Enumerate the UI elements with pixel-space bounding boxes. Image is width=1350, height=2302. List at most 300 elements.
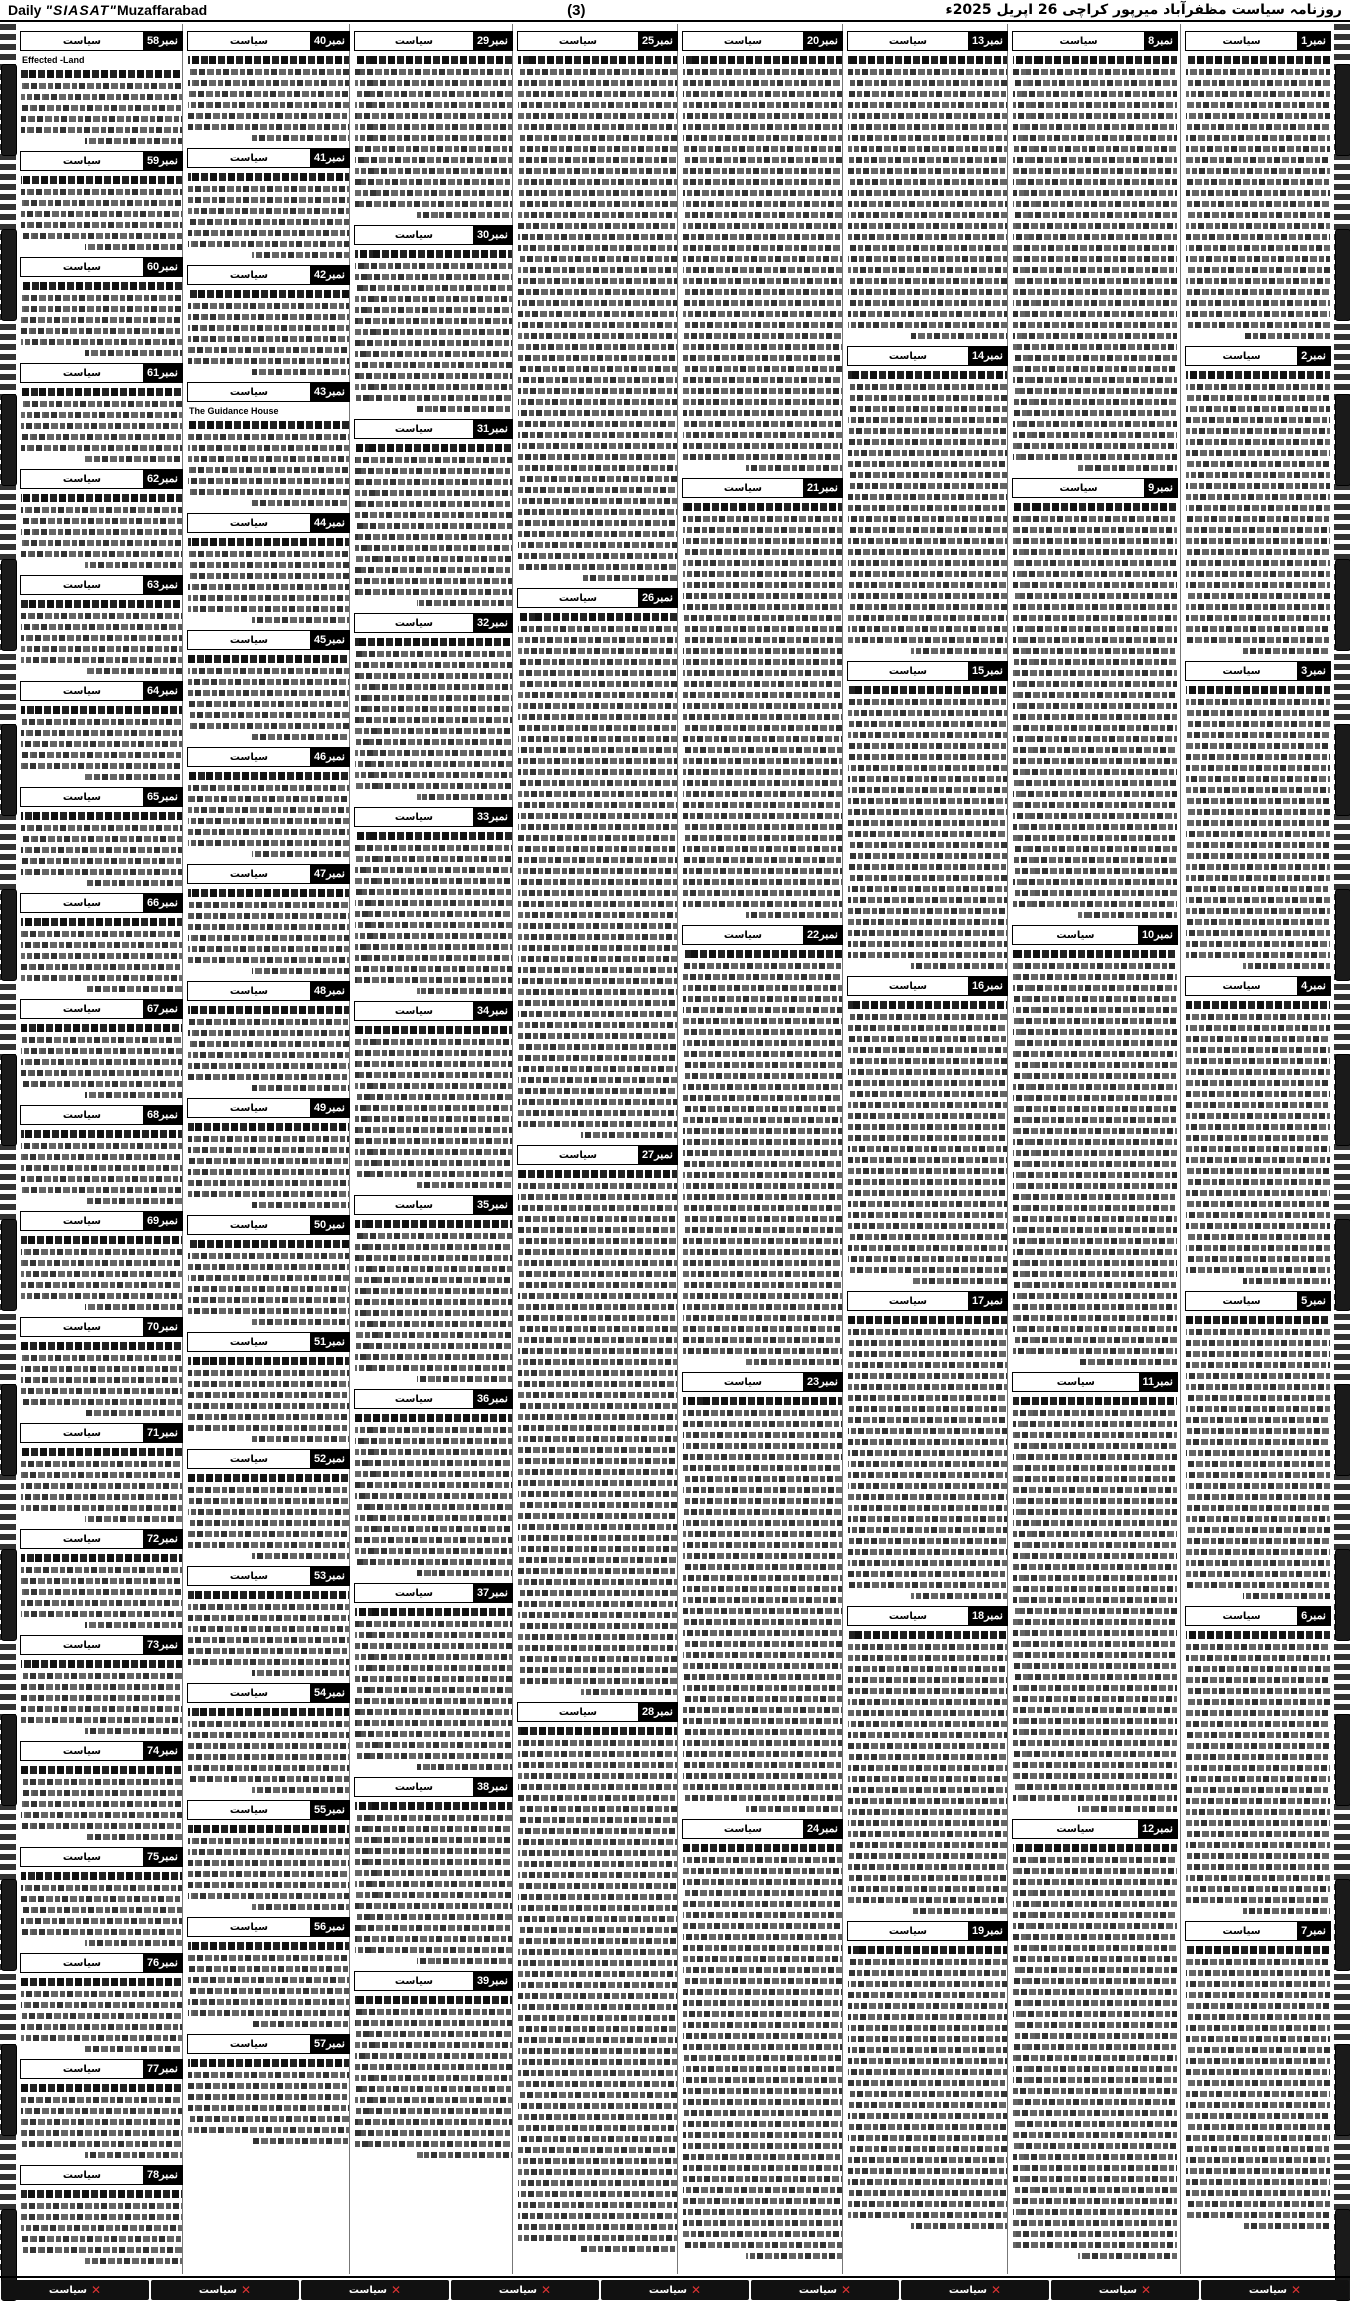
section-number: نمبر7 [1297, 1922, 1330, 1940]
text-line [518, 498, 677, 504]
text-line [911, 2223, 1007, 2229]
text-line [1013, 1007, 1177, 1013]
section-header [20, 1529, 183, 1549]
text-line [355, 589, 512, 595]
text-line [21, 600, 182, 608]
text-line [1013, 1520, 1177, 1526]
text-line [1186, 289, 1330, 295]
text-line [355, 1559, 512, 1565]
text-line [355, 1072, 512, 1078]
text-line [355, 1676, 512, 1682]
text-line [518, 56, 677, 64]
text-line [848, 371, 1007, 379]
text-line [188, 1604, 349, 1610]
text-line [683, 1476, 842, 1482]
text-line [1186, 322, 1330, 328]
rail-ornament [1, 1219, 17, 1311]
text-line [848, 450, 1007, 456]
text-line [1013, 2099, 1177, 2105]
text-line [683, 846, 842, 852]
section-number: نمبر50 [310, 1216, 349, 1234]
text-line [1013, 1029, 1177, 1035]
text-line [518, 714, 677, 720]
text-line [518, 179, 677, 185]
text-line [355, 296, 512, 302]
text-line [518, 267, 677, 273]
text-line [1013, 2187, 1177, 2193]
text-line [683, 1912, 842, 1918]
section-number: نمبر11 [1139, 1373, 1177, 1391]
text-line [355, 567, 512, 573]
section-header [187, 2034, 350, 2054]
text-line [1186, 2190, 1330, 2196]
text-line [1013, 516, 1177, 522]
section-header [187, 1215, 350, 1235]
text-line [1013, 1348, 1177, 1354]
text-line [355, 556, 512, 562]
text-line [518, 487, 677, 493]
text-line [1013, 2033, 1177, 2039]
text-line [355, 706, 512, 712]
text-line [188, 957, 349, 963]
text-line [848, 908, 1007, 914]
text-line [188, 690, 349, 696]
text-line [848, 1080, 1007, 1086]
text-line [848, 157, 1007, 163]
text-line [683, 1216, 842, 1222]
text-line [848, 1245, 1007, 1251]
text-line [1013, 1084, 1177, 1090]
text-line [1186, 179, 1330, 185]
text-line [188, 796, 349, 802]
text-line [355, 1321, 512, 1327]
text-line [188, 573, 349, 579]
text-line [1013, 1282, 1177, 1288]
text-line [518, 637, 677, 643]
text-line [848, 56, 1007, 64]
text-line [848, 1036, 1007, 1042]
text-line [85, 456, 182, 462]
text-line [1013, 1073, 1177, 1079]
text-line [1186, 1582, 1330, 1588]
text-line [1013, 824, 1177, 830]
text-line [1013, 1619, 1177, 1625]
newspaper-body [0, 24, 1350, 2274]
text-line [355, 977, 512, 983]
text-line [1186, 1631, 1330, 1639]
text-line [1013, 813, 1177, 819]
text-line [21, 1282, 182, 1288]
text-line [355, 717, 512, 723]
text-line [683, 399, 842, 405]
section-number: نمبر30 [473, 226, 512, 244]
section-header [187, 513, 350, 533]
text-line [21, 2108, 182, 2114]
text-line [85, 1834, 182, 1840]
section-header [20, 1211, 183, 1231]
text-line [683, 1586, 842, 1592]
section-logo: سیاست [1222, 35, 1261, 47]
text-line [518, 1022, 677, 1028]
text-line [518, 1579, 677, 1585]
section-header [517, 588, 678, 608]
text-line [355, 157, 512, 163]
text-line [21, 2013, 182, 2019]
text-line [21, 730, 182, 736]
section-header [20, 257, 183, 277]
text-line [21, 518, 182, 524]
text-line [848, 897, 1007, 903]
section-header [20, 2165, 183, 2185]
text-line [518, 2092, 677, 2098]
text-line [417, 1376, 512, 1382]
text-line [518, 1762, 677, 1768]
text-line [1013, 1608, 1177, 1614]
text-line [21, 1801, 182, 1807]
text-line [683, 245, 842, 251]
text-line [21, 1766, 182, 1774]
text-line [355, 1365, 512, 1371]
text-line [1013, 1410, 1177, 1416]
text-line [848, 549, 1007, 555]
text-line [848, 1538, 1007, 1544]
section-header [187, 1098, 350, 1118]
text-line [683, 388, 842, 394]
text-line [1013, 2110, 1177, 2116]
text-line [21, 494, 182, 502]
text-line [848, 1439, 1007, 1445]
text-line [1186, 1897, 1330, 1903]
text-line [518, 333, 677, 339]
text-line [85, 1622, 182, 1628]
text-line [518, 736, 677, 742]
text-line [1013, 1172, 1177, 1178]
section-logo: سیاست [888, 1295, 928, 1307]
text-line [355, 1515, 512, 1521]
section-logo: سیاست [888, 665, 928, 677]
text-line [1186, 1047, 1330, 1053]
text-line [21, 1918, 182, 1924]
text-line [683, 950, 842, 958]
text-line [1013, 2077, 1177, 2083]
text-line [1186, 1853, 1330, 1859]
text-line [1013, 1795, 1177, 1801]
text-line [683, 813, 842, 819]
text-line [188, 1498, 349, 1504]
text-line [683, 267, 842, 273]
section-number: نمبر20 [803, 32, 842, 50]
text-line [1013, 1443, 1177, 1449]
text-line [355, 1233, 512, 1239]
text-line [1186, 604, 1330, 610]
section-logo: سیاست [888, 980, 928, 992]
text-line [21, 507, 182, 513]
text-line [848, 1853, 1007, 1859]
text-line [21, 1377, 182, 1383]
section-number: نمبر65 [143, 788, 182, 806]
text-line [683, 1890, 842, 1896]
text-line [1013, 278, 1177, 284]
text-line [683, 1696, 842, 1702]
text-line [1186, 699, 1330, 705]
text-line [683, 344, 842, 350]
text-line [1013, 146, 1177, 152]
text-line [252, 2138, 349, 2144]
text-line [21, 1611, 182, 1617]
section-header [517, 1145, 678, 1165]
text-line [188, 840, 349, 846]
text-line [848, 765, 1007, 771]
text-line [848, 1351, 1007, 1357]
text-line [188, 584, 349, 590]
text-line [1013, 1476, 1177, 1482]
text-line [21, 540, 182, 546]
text-line [683, 2033, 842, 2039]
text-line [1013, 267, 1177, 273]
text-line [1013, 2176, 1177, 2182]
text-line [1078, 912, 1177, 918]
text-line [1013, 1641, 1177, 1647]
text-line [21, 1660, 182, 1668]
text-line [683, 626, 842, 632]
text-line [848, 1025, 1007, 1031]
text-line [518, 2004, 677, 2010]
text-line [1186, 1146, 1330, 1152]
text-line [21, 127, 182, 133]
text-line [1013, 692, 1177, 698]
text-line [252, 135, 349, 141]
text-line [518, 1535, 677, 1541]
text-line [1186, 765, 1330, 771]
section-logo: سیاست [558, 592, 598, 604]
section-logo: سیاست [229, 1804, 269, 1816]
text-line [683, 1271, 842, 1277]
text-line [848, 1190, 1007, 1196]
text-line [1186, 1842, 1330, 1848]
text-line [188, 913, 349, 919]
text-line [518, 1502, 677, 1508]
text-line [1186, 146, 1330, 152]
section-number: نمبر28 [638, 1703, 677, 1721]
text-line [188, 1871, 349, 1877]
text-line [518, 1927, 677, 1933]
text-line [1186, 1886, 1330, 1892]
text-line [518, 454, 677, 460]
text-line [848, 1406, 1007, 1412]
text-line [21, 2097, 182, 2103]
section-header [20, 1847, 183, 1867]
text-line [683, 223, 842, 229]
text-line [1186, 1157, 1330, 1163]
text-line [355, 728, 512, 734]
text-line [188, 829, 349, 835]
text-line [1186, 2014, 1330, 2020]
rail-ornament [1335, 1054, 1350, 1146]
text-line [746, 465, 842, 471]
text-line [188, 2094, 349, 2100]
text-line [746, 912, 842, 918]
masthead-urdu-title: روزنامہ سیاست مظفرآباد میرپور کراچی 26 اپریل 2025ء [945, 2, 1342, 18]
text-line [21, 1554, 182, 1562]
text-line [848, 2003, 1007, 2009]
text-line [683, 503, 842, 511]
text-line [188, 1615, 349, 1621]
text-line [683, 1062, 842, 1068]
text-line [848, 2091, 1007, 2097]
text-line [188, 1838, 349, 1844]
section-logo: سیاست [723, 482, 763, 494]
text-line [355, 911, 512, 917]
text-line [85, 1940, 182, 1946]
text-line [1013, 1051, 1177, 1057]
text-line [188, 1158, 349, 1164]
text-line [1013, 538, 1177, 544]
text-line [1186, 930, 1330, 936]
text-line [518, 1227, 677, 1233]
text-line [1186, 384, 1330, 390]
text-line [355, 1171, 512, 1177]
text-line [21, 1978, 182, 1986]
text-line [1186, 1527, 1330, 1533]
text-line [252, 1904, 349, 1910]
text-line [518, 2114, 677, 2120]
col-8 [18, 24, 185, 2274]
section-number: نمبر38 [473, 1778, 512, 1796]
section-number: نمبر75 [143, 1848, 182, 1866]
text-line [848, 1754, 1007, 1760]
text-line [518, 1546, 677, 1552]
star-ornament-icon: ✕ [991, 2283, 1002, 2297]
text-line [1013, 615, 1177, 621]
text-line [1186, 2113, 1330, 2119]
text-line [683, 2110, 842, 2116]
text-line [1013, 366, 1177, 372]
text-line [518, 1033, 677, 1039]
text-line [683, 593, 842, 599]
text-line [1013, 443, 1177, 449]
text-line [1013, 549, 1177, 555]
text-line [188, 303, 349, 309]
section-number: نمبر1 [1297, 32, 1330, 50]
section-header [20, 893, 183, 913]
col-7 [185, 24, 352, 2274]
text-line [683, 2022, 842, 2028]
text-line [683, 1729, 842, 1735]
section-number: نمبر22 [803, 926, 842, 944]
text-line [355, 2031, 512, 2037]
text-line [683, 366, 842, 372]
text-line [1186, 1135, 1330, 1141]
text-line [518, 2191, 677, 2197]
section-header [20, 1953, 183, 1973]
text-line [21, 812, 182, 820]
text-line [21, 70, 182, 78]
section-header [1012, 925, 1178, 945]
text-line [848, 1267, 1007, 1273]
section-number: نمبر47 [310, 865, 349, 883]
footer-tile [1, 2280, 149, 2300]
text-line [188, 668, 349, 674]
text-line [252, 1319, 349, 1325]
text-line [683, 1901, 842, 1907]
section-logo: سیاست [62, 1745, 102, 1757]
text-line [1013, 1934, 1177, 1940]
text-line [911, 333, 1007, 339]
section-logo: سیاست [62, 2063, 102, 2075]
text-line [1186, 809, 1330, 815]
text-line [1013, 1337, 1177, 1343]
text-line [518, 1271, 677, 1277]
text-line [188, 456, 349, 462]
text-line [683, 278, 842, 284]
text-line [518, 1612, 677, 1618]
text-line [848, 732, 1007, 738]
text-line [683, 681, 842, 687]
text-line [1013, 1630, 1177, 1636]
text-line [355, 2086, 512, 2092]
section-number: نمبر24 [803, 1820, 842, 1838]
text-line [1186, 1732, 1330, 1738]
text-line [21, 94, 182, 100]
text-line [355, 1026, 512, 1034]
text-line [518, 1205, 677, 1211]
text-line [848, 776, 1007, 782]
text-line [188, 1253, 349, 1259]
text-line [518, 824, 677, 830]
text-line [683, 1172, 842, 1178]
text-line [848, 256, 1007, 262]
text-line [518, 564, 677, 570]
text-line [683, 443, 842, 449]
text-line [683, 1857, 842, 1863]
section-number: نمبر46 [310, 748, 349, 766]
text-line [848, 179, 1007, 185]
section-logo: سیاست [229, 152, 269, 164]
text-line [188, 230, 349, 236]
text-line [188, 2116, 349, 2122]
text-line [252, 1670, 349, 1676]
text-line [21, 529, 182, 535]
section-logo: سیاست [62, 1639, 102, 1651]
text-line [1186, 1516, 1330, 1522]
section-header [187, 864, 350, 884]
text-line [355, 56, 512, 64]
text-line [21, 1823, 182, 1829]
text-line [188, 290, 349, 298]
text-line [683, 1161, 842, 1167]
text-line [683, 1498, 842, 1504]
text-line [1243, 1278, 1330, 1284]
text-line [21, 328, 182, 334]
star-ornament-icon: ✕ [841, 2283, 852, 2297]
text-line [21, 1790, 182, 1796]
text-line [518, 410, 677, 416]
text-line [1186, 417, 1330, 423]
text-line [1186, 1168, 1330, 1174]
text-line [1186, 1316, 1330, 1324]
text-line [1013, 2044, 1177, 2050]
text-line [21, 836, 182, 842]
text-line [683, 582, 842, 588]
text-line [188, 551, 349, 557]
text-line [1013, 399, 1177, 405]
text-line [1186, 1710, 1330, 1716]
text-line [188, 1966, 349, 1972]
text-line [188, 2059, 349, 2067]
text-line [21, 551, 182, 557]
text-line [1013, 950, 1177, 958]
text-line [683, 835, 842, 841]
